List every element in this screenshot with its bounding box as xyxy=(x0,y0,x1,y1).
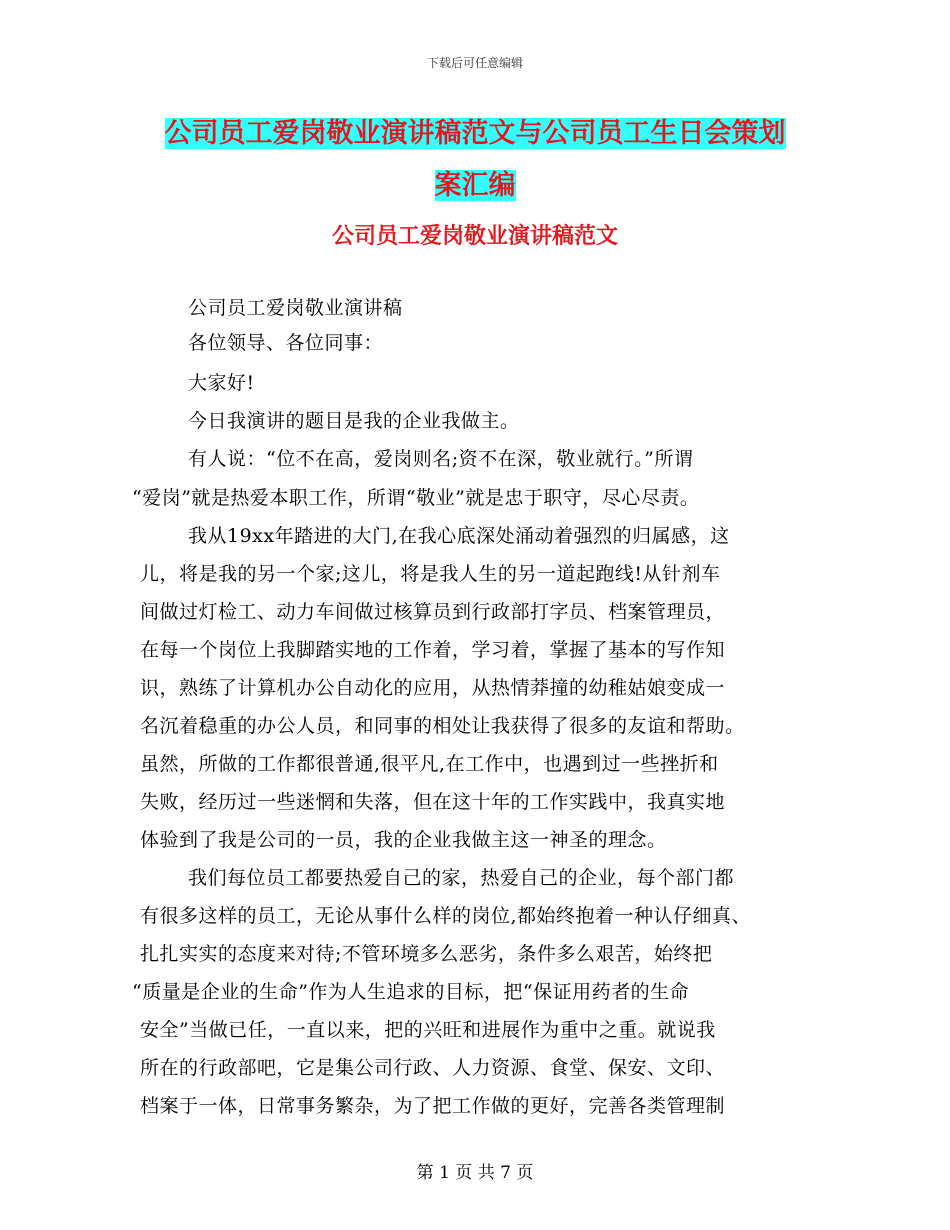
section-title: 公司员工爱岗敬业演讲稿范文 xyxy=(331,223,618,249)
document-title xyxy=(150,108,800,212)
body-line: 所在的行政部吧，它是集公司行政、人力资源、食堂、保安、文印、 xyxy=(140,1057,726,1079)
body-line: 体验到了我是公司的一员，我的企业我做主这一神圣的理念。 xyxy=(140,829,667,851)
body-line: 各位领导、各位同事： xyxy=(188,332,384,354)
header-note: 下载后可任意编辑 xyxy=(426,56,523,70)
body-line: 名沉着稳重的办公人员，和同事的相处让我获得了很多的友谊和帮助。 xyxy=(140,715,745,737)
body-line: 有人说：“位不在高，爱岗则名;资不在深，敬业就行。”所谓 xyxy=(188,448,694,470)
body-line: 安全”当做已任，一直以来，把的兴旺和进展作为重中之重。就说我 xyxy=(140,1019,716,1041)
body-line: 档案于一体，日常事务繁杂，为了把工作做的更好，完善各类管理制 xyxy=(140,1095,726,1117)
body-line: 公司员工爱岗敬业演讲稿 xyxy=(188,297,403,319)
body-line: “爱岗”就是热爱本职工作，所谓“敬业”就是忠于职守，尽心尽责。 xyxy=(132,487,700,509)
body-line: 大家好! xyxy=(188,372,255,394)
body-line: 扎扎实实的态度来对待;不管环境多么恶劣，条件多么艰苦，始终把 xyxy=(140,943,713,965)
body-line: 在每一个岗位上我脚踏实地的工作着，学习着，掌握了基本的写作知 xyxy=(140,639,726,661)
body-line: 失败，经历过一些迷惘和失落，但在这十年的工作实践中，我真实地 xyxy=(140,791,726,813)
body-line: 有很多这样的员工，无论从事什么样的岗位,都始终抱着一种认仔细真、 xyxy=(140,905,752,927)
document-title-line-2: 案汇编 xyxy=(434,170,516,201)
body-line: 我从19xx年踏进的大门,在我心底深处涌动着强烈的归属感，这 xyxy=(188,525,730,547)
body-line: 我们每位员工都要热爱自己的家，热爱自己的企业，每个部门都 xyxy=(188,867,735,889)
body-line: 儿，将是我的另一个家;这儿，将是我人生的另一道起跑线!从针剂车 xyxy=(140,563,721,585)
body-line: 今日我演讲的题目是我的企业我做主。 xyxy=(188,410,520,432)
page-footer: 第 1 页 共 7 页 xyxy=(416,1163,534,1183)
document-title-line-1: 公司员工爱岗敬业演讲稿范文与公司员工生日会策划 xyxy=(164,118,786,149)
body-line: 虽然，所做的工作都很普通,很平凡,在工作中，也遇到过一些挫折和 xyxy=(140,753,719,775)
body-line: “质量是企业的生命”作为人生追求的目标，把“保证用药者的生命 xyxy=(132,981,690,1003)
body-line: 识，熟练了计算机办公自动化的应用，从热情莽撞的幼稚姑娘变成一 xyxy=(140,677,726,699)
body-line: 间做过灯检工、动力车间做过核算员到行政部打字员、档案管理员， xyxy=(140,601,726,623)
